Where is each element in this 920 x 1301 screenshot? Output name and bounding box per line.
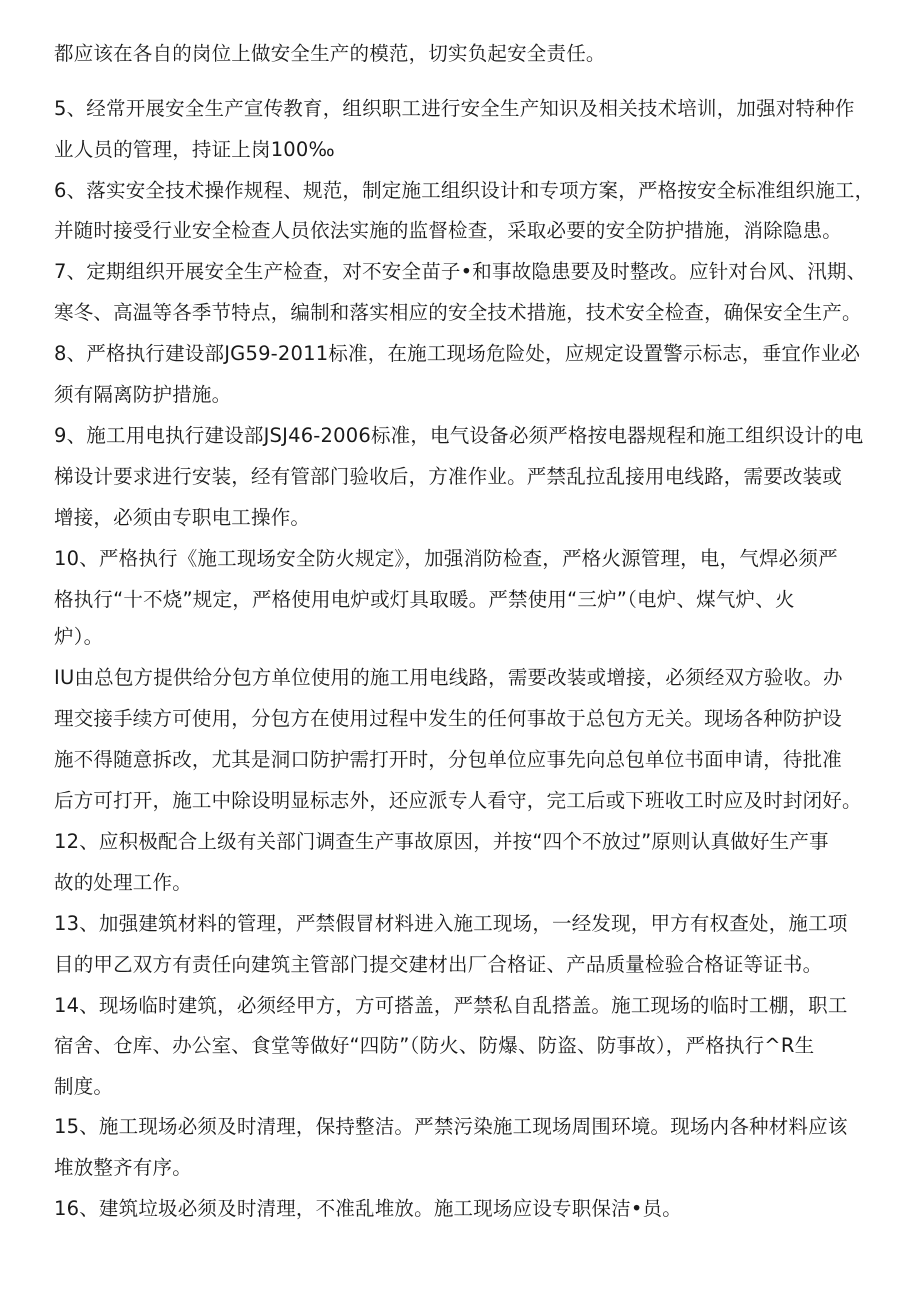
text-line: 堆放整齐有序。 bbox=[54, 1156, 192, 1179]
text-line: 7、定期组织开展安全生产检查，对不安全苗子•和事故隐患要及时整改。应针对台风、汛期、 bbox=[54, 260, 867, 283]
text-line: 6、落实安全技术操作规程、规范，制定施工组织设计和专项方案，严格按安全标准组织施工， bbox=[54, 179, 875, 202]
text-line: 目的甲乙双方有责任向建筑主管部门提交建材出厂合格证、产品质量检验合格证等证书。 bbox=[54, 953, 823, 976]
text-line: 16、建筑垃圾必须及时清理，不准乱堆放。施工现场应设专职保洁•员。 bbox=[54, 1197, 682, 1220]
text-line: 故的处理工作。 bbox=[54, 871, 192, 894]
text-line: 13、加强建筑材料的管理，严禁假冒材料进入施工现场，一经发现，甲方有权查处，施工项 bbox=[54, 912, 848, 935]
text-line: 炉）。 bbox=[54, 625, 104, 648]
text-line: 12、应积极配合上级有关部门调查生产事故原因，并按“四个不放过”原则认真做好生产事 bbox=[54, 830, 829, 853]
text-line: 都应该在各自的岗位上做安全生产的模范，切实负起安全责任。 bbox=[54, 42, 606, 65]
text-line: 8、严格执行建设部JG59-2011标准，在施工现场危险处，应规定设置警示标志，垂宜作业必 bbox=[54, 342, 861, 365]
text-line: 理交接手续方可使用，分包方在使用过程中发生的任何事故于总包方无关。现场各种防护设 bbox=[54, 707, 843, 730]
text-line: 10、严格执行《施工现场安全防火规定》，加强消防检查，严格火源管理，电，气焊必须严 bbox=[54, 547, 838, 570]
document-body bbox=[54, 0, 875, 1301]
text-line: 业人员的管理，持证上岗100‰ bbox=[54, 138, 335, 161]
text-line: 15、施工现场必须及时清理，保持整洁。严禁污染施工现场周围环境。现场内各种材料应该 bbox=[54, 1115, 848, 1138]
text-line: 施不得随意拆改，尤其是洞口防护需打开时，分包单位应事先向总包单位书面申请，待批准 bbox=[54, 748, 843, 771]
text-line: 并随时接受行业安全检查人员依法实施的监督检查，采取必要的安全防护措施，消除隐患。 bbox=[54, 219, 843, 242]
text-line: 梯设计要求进行安装，经有管部门验收后，方准作业。严禁乱拉乱接用电线路，需要改装或 bbox=[54, 465, 843, 488]
text-line: 增接，必须由专职电工操作。 bbox=[54, 506, 311, 529]
text-line: 5、经常开展安全生产宣传教育，组织职工进行安全生产知识及相关技术培训，加强对特种作 bbox=[54, 97, 855, 120]
text-line: 9、施工用电执行建设部JSJ46-2006标准，电气设备必须严格按电器规程和施工组织设计的电 bbox=[54, 424, 864, 447]
text-line: 14、现场临时建筑，必须经甲方，方可搭盖，严禁私自乱搭盖。施工现场的临时工棚，职工 bbox=[54, 994, 848, 1017]
text-line: 须有隔离防护措施。 bbox=[54, 383, 232, 406]
text-line: IU由总包方提供给分包方单位使用的施工用电线路，需要改装或增接，必须经双方验收。办 bbox=[54, 666, 843, 689]
text-line: 制度。 bbox=[54, 1075, 114, 1098]
text-line: 后方可打开，施工中除设明显标志外，还应派专人看守，完工后或下班收工时应及时封闭好。 bbox=[54, 789, 862, 812]
text-line: 格执行“十不烧”规定，严格使用电炉或灯具取暖。严禁使用“三炉”（电炉、煤气炉、火 bbox=[54, 588, 795, 611]
text-line: 宿舍、仓库、办公室、食堂等做好“四防”（防火、防爆、防盗、防事故），严格执行^R生 bbox=[54, 1034, 815, 1057]
text-line: 寒冬、高温等各季节特点，编制和落实相应的安全技术措施，技术安全检查，确保安全生产。 bbox=[54, 301, 862, 324]
